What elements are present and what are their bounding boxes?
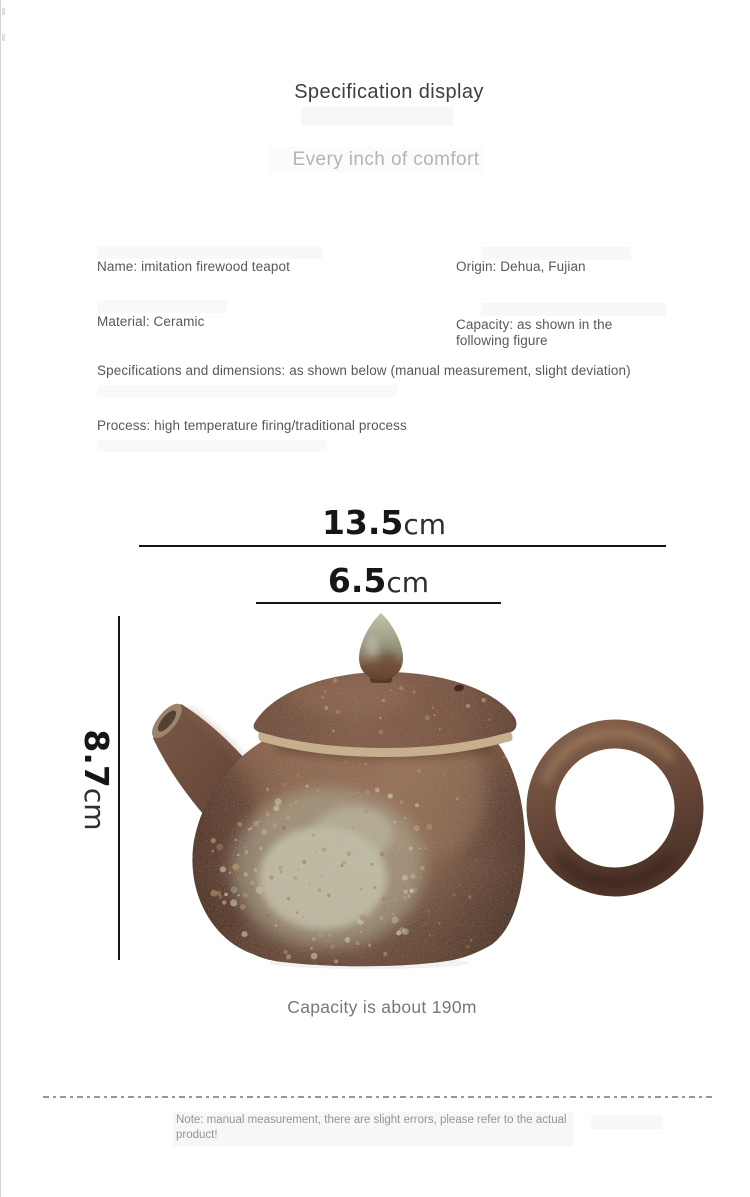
height-dimension-value: 8.7 <box>77 729 116 788</box>
height-dimension-unit: cm <box>78 787 111 831</box>
divider-dashed-line <box>43 1096 716 1098</box>
spec-dimensions: Specifications and dimensions: as shown below (manual measurement, slight deviation) <box>97 363 631 378</box>
ghost-text-remnant <box>97 385 397 397</box>
teapot-photo <box>101 600 721 980</box>
teapot-lid <box>254 672 517 757</box>
footer-note: Note: manual measurement, there are slight errors, please refer to the actual product! <box>176 1114 567 1141</box>
teapot-knob <box>359 613 403 683</box>
ghost-text-remnant <box>97 246 322 259</box>
ghost-text-remnant <box>97 300 227 313</box>
ghost-text-remnant <box>301 107 453 126</box>
capacity-caption: Capacity is about 190m <box>287 997 477 1017</box>
ghost-text-remnant <box>97 440 327 452</box>
spec-process: Process: high temperature firing/traditional process <box>97 418 407 433</box>
spec-capacity: Capacity: as shown in the following figure <box>456 317 613 348</box>
spec-name: Name: imitation firewood teapot <box>97 259 290 274</box>
lid-width-dimension-value: 6.5 <box>327 561 387 600</box>
lid-width-dimension-unit: cm <box>386 566 430 599</box>
width-dimension-value: 13.5 <box>321 503 404 542</box>
width-dimension-label <box>139 503 629 542</box>
spec-origin: Origin: Dehua, Fujian <box>456 259 586 274</box>
page-subtitle: Every inch of comfort <box>292 149 480 170</box>
lid-width-dimension-label <box>256 561 501 600</box>
width-dimension-unit: cm <box>403 508 447 541</box>
spec-material: Material: Ceramic <box>97 314 205 329</box>
ghost-text-remnant <box>481 303 666 316</box>
teapot-handle <box>541 733 689 883</box>
edge-artifact <box>2 34 5 41</box>
width-dimension-line <box>139 545 666 547</box>
ghost-text-remnant <box>591 1115 663 1129</box>
edge-artifact <box>2 8 5 15</box>
page-title: Specification display <box>294 81 484 103</box>
